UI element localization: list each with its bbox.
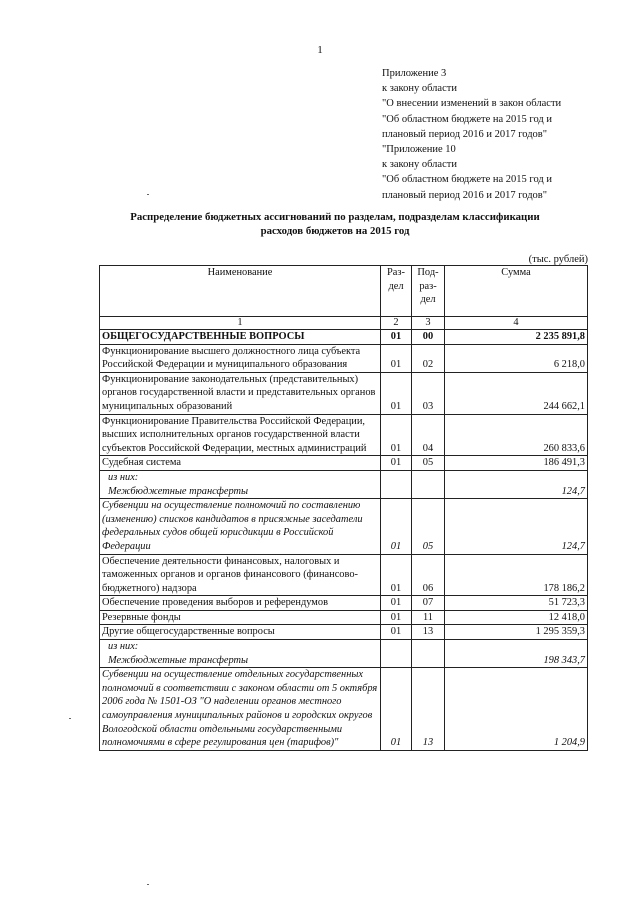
- row-section: 01: [381, 414, 412, 456]
- row-amount: 260 833,6: [445, 414, 588, 456]
- table-row: [100, 330, 588, 345]
- scan-speck: [69, 718, 71, 719]
- table-row: [100, 640, 588, 668]
- appendix-line: к закону области: [382, 83, 457, 95]
- row-amount: 178 186,2: [445, 554, 588, 596]
- row-amount: 124,7: [445, 470, 588, 498]
- table-row: [100, 372, 588, 414]
- row-name: ОБЩЕГОСУДАРСТВЕННЫЕ ВОПРОСЫ: [100, 330, 381, 345]
- table-row: [100, 668, 588, 751]
- row-name: Субвенции на осуществление полномочий по составлению (изменению) списков кандидатов в присяжные заседатели федеральных судов общей юрисдикции в Российской Федерации: [100, 499, 381, 554]
- row-subsection: 06: [412, 554, 445, 596]
- row-amount: 244 662,1: [445, 372, 588, 414]
- budget-table: [99, 265, 588, 751]
- row-subsection: 11: [412, 610, 445, 625]
- page-number: 1: [317, 44, 323, 56]
- row-name: Обеспечение деятельности финансовых, налоговых и таможенных органов и органов финансового (финансово-бюджетного) надзора: [100, 554, 381, 596]
- row-section: 01: [381, 596, 412, 611]
- appendix-line: Приложение 3: [382, 68, 447, 79]
- column-number: 1: [100, 317, 381, 330]
- row-amount: 6 218,0: [445, 344, 588, 372]
- row-name: Субвенции на осуществление отдельных государственных полномочий в соответствии с законом области от 5 октября 2006 года № 1501-ОЗ "О наделении органов местного самоуправления муниципальных районов и городских округов Вологодской области отдельными государственными полномочиями в сфере регулирования цен (тарифов)": [100, 668, 381, 751]
- header-section-line: Раз-: [387, 267, 405, 278]
- header-subsection-line: дел: [420, 294, 436, 306]
- row-section: 01: [381, 499, 412, 554]
- row-subsection: 05: [412, 456, 445, 471]
- row-amount: 1 295 359,3: [445, 625, 588, 640]
- row-subsection: 13: [412, 625, 445, 640]
- appendix-line: "Об областном бюджете на 2015 год и: [382, 174, 553, 186]
- row-section: 01: [381, 344, 412, 372]
- row-subsection: 05: [412, 499, 445, 554]
- row-section: 01: [381, 554, 412, 596]
- table-row: [100, 499, 588, 554]
- column-number: 2: [381, 317, 412, 330]
- row-subsection: 00: [412, 330, 445, 345]
- header-section: [381, 266, 412, 317]
- row-subsection: 02: [412, 344, 445, 372]
- column-number-row: [100, 317, 588, 330]
- header-amount: Сумма: [445, 266, 588, 317]
- row-name-line: из них:: [108, 641, 139, 653]
- row-subsection: [412, 470, 445, 498]
- row-subsection: 04: [412, 414, 445, 456]
- header-subsection-line: раз-: [419, 280, 437, 292]
- row-name: Функционирование высшего должностного лица субъекта Российской Федерации и муниципального образования: [100, 344, 381, 372]
- table-row: [100, 456, 588, 471]
- row-amount: 198 343,7: [445, 640, 588, 668]
- row-subsection: 13: [412, 668, 445, 751]
- header-section-line: дел: [388, 280, 404, 292]
- row-name: [100, 640, 381, 668]
- column-number: 3: [412, 317, 445, 330]
- row-name: [100, 470, 381, 498]
- appendix-line: плановый период 2016 и 2017 годов": [382, 128, 548, 140]
- row-amount: 124,7: [445, 499, 588, 554]
- row-section: [381, 640, 412, 668]
- row-name: Судебная система: [100, 456, 381, 471]
- table-header-row: [100, 266, 588, 317]
- appendix-line: "О внесении изменений в закон области: [382, 98, 562, 110]
- row-subsection: 03: [412, 372, 445, 414]
- appendix-header: [382, 66, 561, 203]
- row-section: 01: [381, 610, 412, 625]
- table-row: [100, 625, 588, 640]
- row-name: Функционирование законодательных (представительных) органов государственной власти и представительных органов муниципальных образований: [100, 372, 381, 414]
- row-amount: 51 723,3: [445, 596, 588, 611]
- appendix-line: "Приложение 10: [382, 144, 456, 156]
- title-line: расходов бюджетов на 2015 год: [260, 225, 410, 237]
- row-amount: 12 418,0: [445, 610, 588, 625]
- row-name: Функционирование Правительства Российской Федерации, высших исполнительных органов государственной власти субъектов Российской Федерации, местных администраций: [100, 414, 381, 456]
- row-amount: 2 235 891,8: [445, 330, 588, 345]
- row-name-line: Межбюджетные трансферты: [108, 485, 249, 497]
- table-row: [100, 596, 588, 611]
- table-row: [100, 414, 588, 456]
- row-subsection: [412, 640, 445, 668]
- appendix-line: к закону области: [382, 159, 457, 171]
- header-subsection: [412, 266, 445, 317]
- row-name: Резервные фонды: [100, 610, 381, 625]
- row-section: [381, 470, 412, 498]
- table-row: [100, 610, 588, 625]
- row-amount: 186 491,3: [445, 456, 588, 471]
- row-name: Другие общегосударственные вопросы: [100, 625, 381, 640]
- table-row: [100, 470, 588, 498]
- row-section: 01: [381, 625, 412, 640]
- units-label: (тыс. рублей): [528, 254, 588, 265]
- table-row: [100, 344, 588, 372]
- header-subsection-line: Под-: [417, 267, 439, 278]
- row-subsection: 07: [412, 596, 445, 611]
- row-section: 01: [381, 330, 412, 345]
- column-number: 4: [445, 317, 588, 330]
- row-name-line: из них:: [108, 471, 139, 483]
- title-line: Распределение бюджетных ассигнований по разделам, подразделам классификации: [130, 211, 540, 223]
- row-section: 01: [381, 668, 412, 751]
- row-name-line: Межбюджетные трансферты: [108, 654, 249, 666]
- appendix-line: "Об областном бюджете на 2015 год и: [382, 113, 553, 125]
- document-title: [100, 210, 570, 238]
- row-amount: 1 204,9: [445, 668, 588, 751]
- row-name: Обеспечение проведения выборов и референдумов: [100, 596, 381, 611]
- header-name: Наименование: [100, 266, 381, 317]
- table-row: [100, 554, 588, 596]
- row-section: 01: [381, 456, 412, 471]
- row-section: 01: [381, 372, 412, 414]
- appendix-line: плановый период 2016 и 2017 годов": [382, 189, 548, 201]
- scan-speck: [147, 884, 149, 885]
- scan-speck: [147, 194, 149, 195]
